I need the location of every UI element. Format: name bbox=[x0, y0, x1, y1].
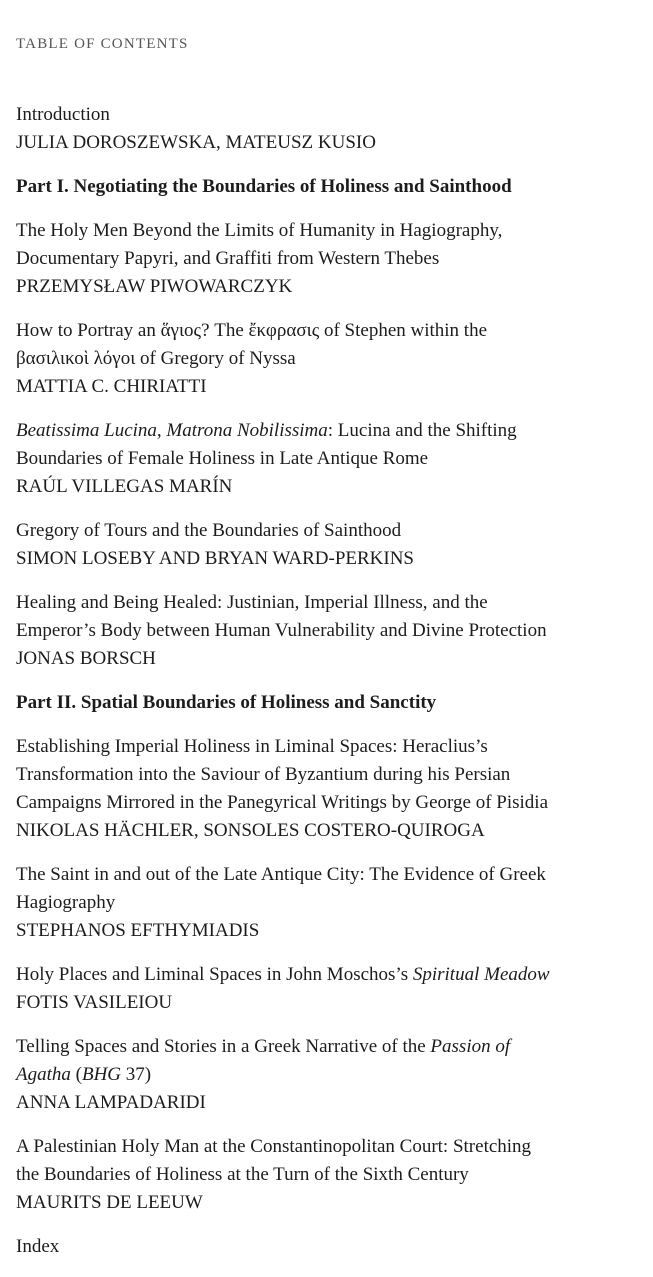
entry-title[interactable]: Index bbox=[16, 1236, 60, 1257]
part-1-heading: Part I. Negotiating the Boundaries of Holiness and Sainthood bbox=[16, 176, 512, 197]
toc-entry[interactable] bbox=[16, 517, 616, 573]
entry-author: SIMON LOSEBY AND BRYAN WARD-PERKINS bbox=[16, 548, 414, 569]
entry-title-line[interactable]: the Boundaries of Holiness at the Turn of the Sixth Century bbox=[16, 1164, 469, 1185]
title-text: Telling Spaces and Stories in a Greek Narrative of the bbox=[16, 1036, 431, 1057]
toc-entry[interactable] bbox=[16, 317, 616, 401]
italic-title: Agatha bbox=[16, 1064, 71, 1085]
toc-entry[interactable] bbox=[16, 1033, 616, 1117]
italic-title: Beatissima Lucina, Matrona Nobilissima bbox=[16, 420, 328, 441]
entry-title-line[interactable]: Establishing Imperial Holiness in Liminal Spaces: Heraclius’s bbox=[16, 736, 488, 757]
toc-entry[interactable] bbox=[16, 861, 616, 945]
entry-title-line[interactable] bbox=[16, 1061, 616, 1089]
entry-title-line[interactable]: Transformation into the Saviour of Byzantium during his Persian bbox=[16, 764, 511, 785]
entry-author: ANNA LAMPADARIDI bbox=[16, 1092, 206, 1113]
toc-entry[interactable] bbox=[16, 733, 616, 845]
title-text: ( bbox=[70, 1064, 82, 1085]
entry-title-line[interactable]: The Holy Men Beyond the Limits of Humanity in Hagiography, bbox=[16, 220, 503, 241]
entry-author: NIKOLAS HÄCHLER, SONSOLES COSTERO-QUIROGA bbox=[16, 820, 485, 841]
entry-author: RAÚL VILLEGAS MARÍN bbox=[16, 476, 233, 497]
entry-author: STEPHANOS EFTHYMIADIS bbox=[16, 920, 260, 941]
toc-list bbox=[16, 101, 616, 1277]
title-text: Holy Places and Liminal Spaces in John Moschos’s bbox=[16, 964, 413, 985]
entry-author: JULIA DOROSZEWSKA, MATEUSZ KUSIO bbox=[16, 132, 376, 153]
entry-title-line[interactable]: Documentary Papyri, and Graffiti from Western Thebes bbox=[16, 248, 440, 269]
toc-entry[interactable] bbox=[16, 589, 616, 673]
entry-title-line[interactable]: A Palestinian Holy Man at the Constantinopolitan Court: Stretching bbox=[16, 1136, 532, 1157]
entry-title-line[interactable]: The Saint in and out of the Late Antique City: The Evidence of Greek bbox=[16, 864, 546, 885]
toc-entry[interactable] bbox=[16, 1133, 616, 1217]
toc-entry[interactable] bbox=[16, 961, 616, 1017]
title-text: : Lucina and the Shifting bbox=[327, 420, 517, 441]
entry-title-line[interactable]: How to Portray an ἅγιος? The ἔκφρασις of Stephen within the bbox=[16, 320, 488, 341]
entry-title-line[interactable]: Boundaries of Female Holiness in Late Antique Rome bbox=[16, 448, 429, 469]
entry-title[interactable]: Introduction bbox=[16, 104, 110, 125]
entry-title-line[interactable]: Campaigns Mirrored in the Panegyrical Writings by George of Pisidia bbox=[16, 792, 549, 813]
italic-title: BHG bbox=[81, 1064, 122, 1085]
title-text: 37) bbox=[121, 1064, 152, 1085]
toc-heading: TABLE OF CONTENTS bbox=[16, 36, 189, 52]
part-2-heading: Part II. Spatial Boundaries of Holiness and Sanctity bbox=[16, 692, 437, 713]
entry-title-line[interactable] bbox=[16, 961, 616, 989]
entry-title-line[interactable]: Hagiography bbox=[16, 892, 116, 913]
toc-entry[interactable] bbox=[16, 217, 616, 301]
italic-title: Spiritual Meadow bbox=[412, 964, 550, 985]
entry-title-line[interactable]: Healing and Being Healed: Justinian, Imperial Illness, and the bbox=[16, 592, 488, 613]
toc-entry[interactable] bbox=[16, 417, 616, 501]
entry-author: MATTIA C. CHIRIATTI bbox=[16, 376, 207, 397]
toc-entry-index[interactable] bbox=[16, 1233, 616, 1261]
entry-title-line[interactable] bbox=[16, 417, 616, 445]
entry-title-line[interactable]: Emperor’s Body between Human Vulnerability and Divine Protection bbox=[16, 620, 547, 641]
entry-title-line[interactable]: Gregory of Tours and the Boundaries of Sainthood bbox=[16, 520, 402, 541]
entry-author: PRZEMYSŁAW PIWOWARCZYK bbox=[16, 276, 293, 297]
entry-author: FOTIS VASILEIOU bbox=[16, 992, 173, 1013]
italic-title: Passion of bbox=[430, 1036, 511, 1057]
toc-entry-introduction[interactable] bbox=[16, 101, 616, 157]
entry-author: MAURITS DE LEEUW bbox=[16, 1192, 203, 1213]
entry-title-line[interactable] bbox=[16, 1033, 616, 1061]
entry-author: JONAS BORSCH bbox=[16, 648, 156, 669]
entry-title-line[interactable]: βασιλικοὶ λόγοι of Gregory of Nyssa bbox=[16, 348, 296, 369]
